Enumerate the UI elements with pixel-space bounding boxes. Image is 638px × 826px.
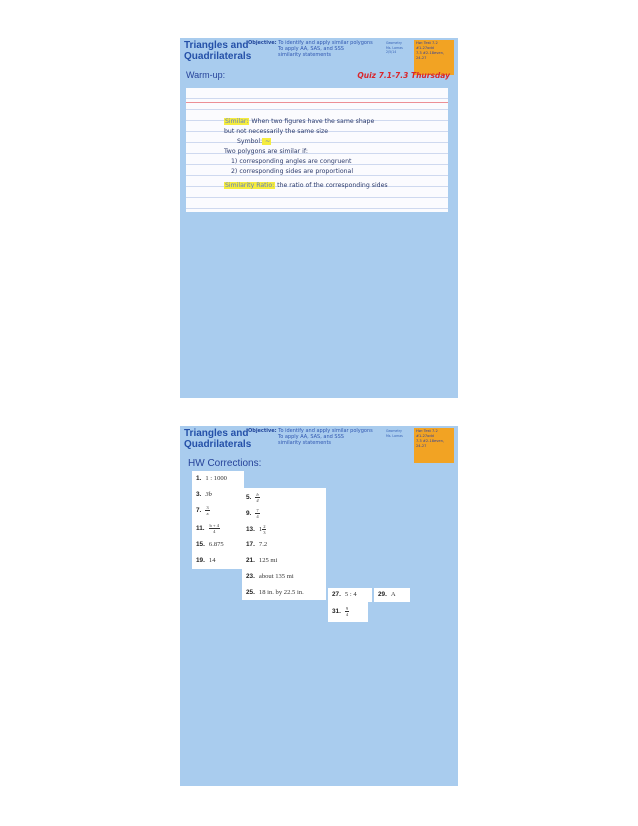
- unit-title: [184, 40, 251, 62]
- ratio-def: the ratio of the corresponding sides: [275, 182, 388, 189]
- unit-title-line1: Triangles and: [184, 40, 249, 51]
- objective-line-3: similarity statements: [278, 440, 332, 447]
- unit-title-line2: Quadrilaterals: [184, 439, 252, 450]
- condition-2: 2) corresponding sides are proportional: [231, 168, 354, 175]
- hw-line-3: 7.3 #2-18even,: [416, 51, 444, 55]
- homework-box: [414, 40, 454, 75]
- course-name: Geometry: [386, 41, 402, 45]
- objective-line-2: To apply AA, SAS, and SSS: [278, 434, 344, 441]
- slide-hw-corrections: [180, 426, 458, 786]
- homework-box: [414, 428, 454, 463]
- answer-5: 5. $\frac{b}{4}$: [246, 492, 259, 503]
- answer-3: 3. 3b: [196, 491, 212, 498]
- polygons-intro: Two polygons are similar if:: [224, 148, 308, 155]
- answer-box-left: [192, 471, 244, 569]
- hw-line-4: 24-27: [416, 444, 427, 448]
- course-info: [386, 41, 412, 55]
- answer-box-27: [328, 588, 372, 602]
- similar-term: Similar:: [225, 118, 249, 125]
- symbol-label: Symbol:: [237, 138, 263, 145]
- answer-25: 25. 18 in. by 22.5 in.: [246, 589, 304, 596]
- date: 2/5/14: [386, 50, 397, 54]
- answer-7: 7. $\frac{3}{a}$: [196, 505, 209, 516]
- unit-title-line2: Quadrilaterals: [184, 51, 252, 62]
- answer-23: 23. about 135 mi: [246, 573, 294, 580]
- teacher-name: Ms. Lomas: [386, 433, 403, 438]
- course-info: [386, 429, 412, 438]
- answer-17: 17. 7.2: [246, 541, 268, 548]
- objective-line-1: To identify and apply similar polygons: [278, 428, 373, 434]
- answer-29: 29. A: [378, 591, 396, 598]
- teacher-name: Ms. Lomas: [386, 45, 403, 50]
- unit-title-line1: Triangles and: [184, 428, 249, 439]
- symbol-value: ~: [263, 138, 271, 145]
- objective-line-2: To apply AA, SAS, and SSS: [278, 46, 344, 53]
- course-name: Geometry: [386, 429, 402, 433]
- hw-line-3: 7.3 #2-18even,: [416, 439, 444, 443]
- objective: [248, 428, 378, 447]
- condition-1: 1) corresponding angles are congruent: [231, 158, 352, 165]
- unit-title: [184, 428, 251, 450]
- answer-15: 15. 6.875: [196, 541, 224, 548]
- answer-31: 31. $\frac{9}{4}$: [332, 606, 349, 617]
- similar-def-2: but not necessarily the same size: [224, 128, 329, 135]
- answer-9: 9. $\frac{7}{4}$: [246, 508, 259, 519]
- objective-label: Objective:: [248, 40, 277, 46]
- quiz-notice: Quiz 7.1-7.3 Thursday: [357, 71, 450, 80]
- hw-line-2: #1-27odd: [416, 434, 434, 438]
- answer-box-31: [328, 602, 368, 622]
- answer-box-middle: [242, 488, 326, 600]
- hw-corrections-heading: HW Corrections:: [188, 458, 262, 469]
- similar-def-1: When two figures have the same shape: [249, 118, 375, 125]
- warmup-heading: Warm-up:: [186, 70, 226, 80]
- answer-13: 13. 1 $\frac{2}{3}$: [246, 524, 266, 535]
- answer-1: 1. 1 : 1000: [196, 475, 227, 482]
- hw-line-1: Hw: Test 7.2: [416, 429, 438, 433]
- ratio-term: Similarity Ratio:: [225, 182, 275, 189]
- hw-line-1: Hw: Test 7.2: [416, 41, 438, 45]
- answer-11: 11. $\frac{b + 4}{4}$: [196, 523, 220, 534]
- notes-paper: [186, 88, 448, 212]
- objective-line-1: To identify and apply similar polygons: [278, 40, 373, 46]
- answer-19: 19. 14: [196, 557, 216, 564]
- slide-warmup: [180, 38, 458, 398]
- notes-text: [224, 117, 388, 191]
- hw-line-2: #1-27odd: [416, 46, 434, 50]
- objective: [248, 40, 378, 59]
- hw-line-4: 24-27: [416, 56, 427, 60]
- answer-21: 21. 125 mi: [246, 557, 278, 564]
- answer-box-29: [374, 588, 410, 602]
- answer-27: 27. 5 : 4: [332, 591, 357, 598]
- objective-line-3: similarity statements: [278, 52, 332, 59]
- margin-line: [186, 102, 448, 103]
- objective-label: Objective:: [248, 428, 277, 434]
